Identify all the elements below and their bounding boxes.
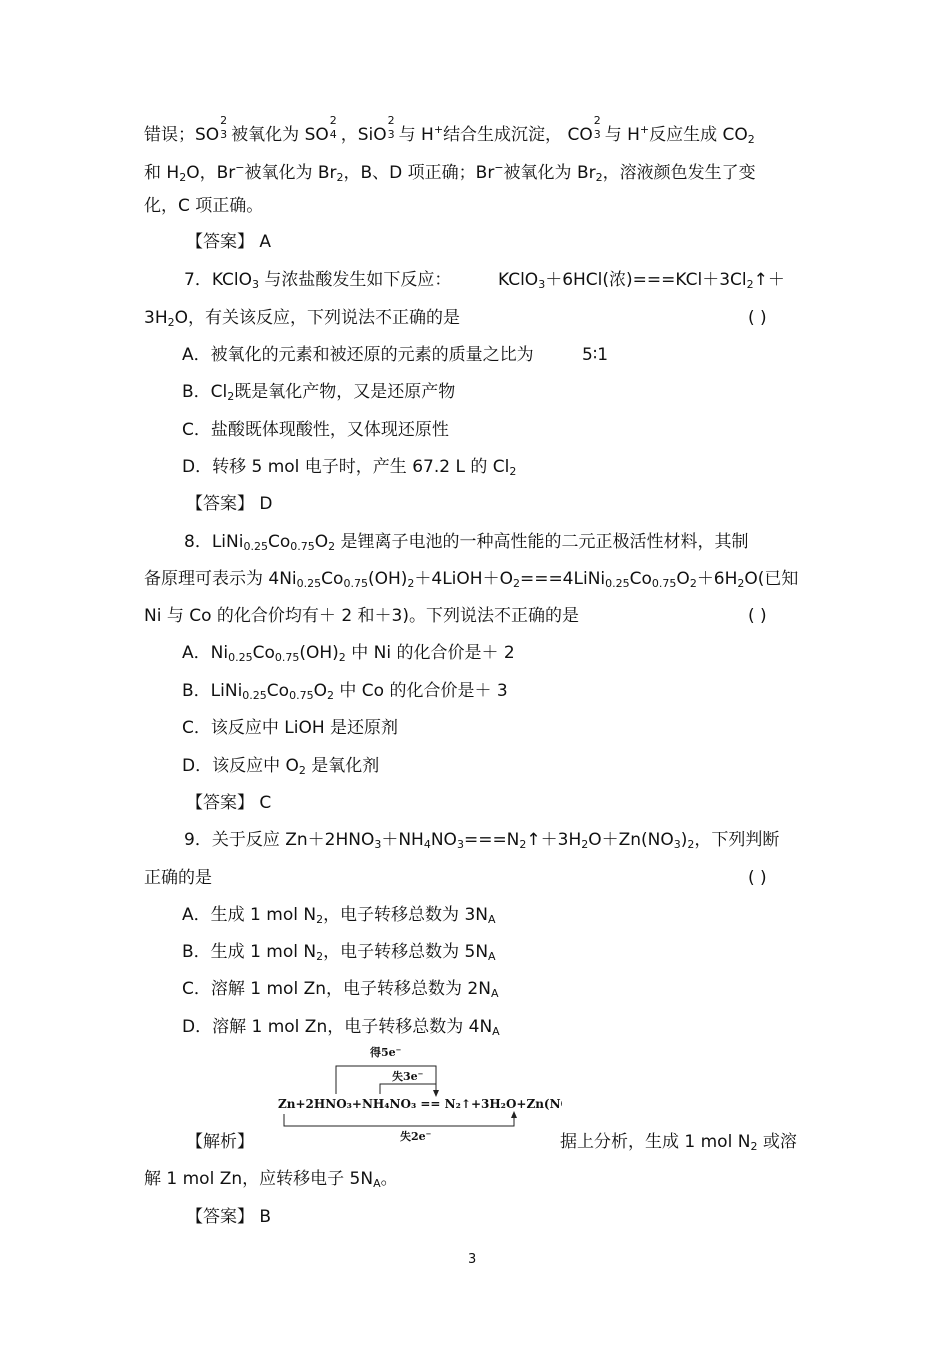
answer-blank: ( ) bbox=[748, 308, 767, 328]
charge-script: 2 4 bbox=[329, 114, 337, 141]
analysis-text-cont: 解 1 mol Zn，应转移电子 $5N_A$。 bbox=[144, 1169, 398, 1190]
text-line: 和 $H_2O$，Br−被氧化为 $Br_2$，B、D 项正确；Br−被氧化为 $Br_2$，溶液颜色发生了变 bbox=[144, 161, 756, 184]
option-b: B．生成 1 mol $N_2$，电子转移总数为 $5N_A$ bbox=[182, 942, 496, 963]
option-c: C．该反应中 LiOH 是还原剂 bbox=[182, 718, 399, 738]
option-b: B．$LiNi_{0.25}Co_{0.75}O_2$ 中 Co 的化合价是＋ 3 bbox=[182, 681, 508, 702]
lose1-bracket bbox=[380, 1084, 436, 1094]
analysis-text: 据上分析，生成 1 mol $N_2$ 或溶 bbox=[560, 1132, 797, 1153]
charge-script: 2 3 bbox=[220, 114, 228, 141]
option-c: C．溶解 1 mol Zn，电子转移总数为 $2N_A$ bbox=[182, 979, 499, 1000]
answer-line: 【答案】 C bbox=[186, 793, 272, 813]
text-line: 化，C 项正确。 bbox=[144, 196, 264, 216]
option-a: A．生成 1 mol $N_2$，电子转移总数为 $3N_A$ bbox=[182, 905, 496, 926]
question-7-stem: 7．KClO$_3$ 与浓盐酸发生如下反应： bbox=[184, 270, 452, 291]
option-c: C．盐酸既体现酸性，又体现还原性 bbox=[182, 420, 449, 440]
option-d: D．该反应中 $O_2$ 是氧化剂 bbox=[182, 756, 380, 777]
text-line: 错误；SO 2 3 被氧化为 SO 2 4 ，SiO 2 3 与 H+结合生成沉淀， CO 2 3 与 H+反应生成 $CO_2$ bbox=[144, 114, 755, 146]
lose2-bracket bbox=[284, 1114, 514, 1126]
question-8-stem: 8．$LiNi_{0.25}Co_{0.75}O_2$ 是锂离子电池的一种高性能的二元正极活性材料，其制 bbox=[184, 532, 749, 553]
gain-electron-label: 得5e− bbox=[370, 1046, 402, 1059]
option-d: D．溶解 1 mol Zn，电子转移总数为 $4N_A$ bbox=[182, 1017, 500, 1038]
question-9-stem: 9．关于反应 $Zn+2HNO_3+NH_4NO_3===N_2↑+3H_2O+Zn(NO_3)_2$，下列判断 bbox=[184, 830, 780, 851]
electron-transfer-svg bbox=[276, 1046, 562, 1146]
lose2-arrowhead bbox=[511, 1111, 517, 1118]
option-a: A．$Ni_{0.25}Co_{0.75}(OH)_2$ 中 Ni 的化合价是＋ 2 bbox=[182, 643, 515, 664]
answer-line: 【答案】 D bbox=[186, 494, 273, 514]
answer-blank: ( ) bbox=[748, 606, 767, 626]
lose2-electron-label: 失2e− bbox=[400, 1129, 432, 1143]
reaction-equation: Zn+2HNO₃+NH₄NO₃ == N₂↑+3H₂O+Zn(NO₃)₂ bbox=[278, 1097, 562, 1111]
charge-script: 2 3 bbox=[593, 114, 601, 141]
question-9-stem-cont: 正确的是 bbox=[144, 868, 212, 888]
option-a-ratio: 5∶1 bbox=[582, 345, 609, 365]
lose1-electron-label: 失3e− bbox=[392, 1069, 424, 1083]
answer-line: 【答案】 A bbox=[186, 232, 272, 252]
question-7-stem-cont: $3H_2O$，有关该反应，下列说法不正确的是 bbox=[144, 308, 460, 329]
charge-script: 2 3 bbox=[387, 114, 395, 141]
page-number: 3 bbox=[468, 1252, 477, 1267]
question-8-stem-cont: 备原理可表示为 $4Ni_{0.25}Co_{0.75}(OH)_2+4LiOH+O_2===4LiNi_{0.25}Co_{0.75}O_2+6H_2O$(已知 bbox=[144, 569, 799, 590]
question-7-equation: KClO$_3$＋6HCl(浓)$===KCl+3Cl_2↑+$ bbox=[498, 270, 785, 291]
analysis-label: 【解析】 bbox=[186, 1132, 254, 1152]
option-b: B．$Cl_2$既是氧化产物，又是还原产物 bbox=[182, 382, 456, 403]
answer-blank: ( ) bbox=[748, 868, 767, 888]
question-8-stem-cont2: Ni 与 Co 的化合价均有＋ 2 和＋3)。下列说法不正确的是 bbox=[144, 606, 579, 626]
gain-arrowhead bbox=[433, 1090, 439, 1097]
option-a: A．被氧化的元素和被还原的元素的质量之比为 bbox=[182, 345, 534, 365]
electron-transfer-diagram bbox=[276, 1046, 562, 1146]
option-d: D．转移 5 mol 电子时，产生 67.2 L 的 $Cl_2$ bbox=[182, 457, 517, 478]
answer-line: 【答案】 B bbox=[186, 1207, 272, 1227]
